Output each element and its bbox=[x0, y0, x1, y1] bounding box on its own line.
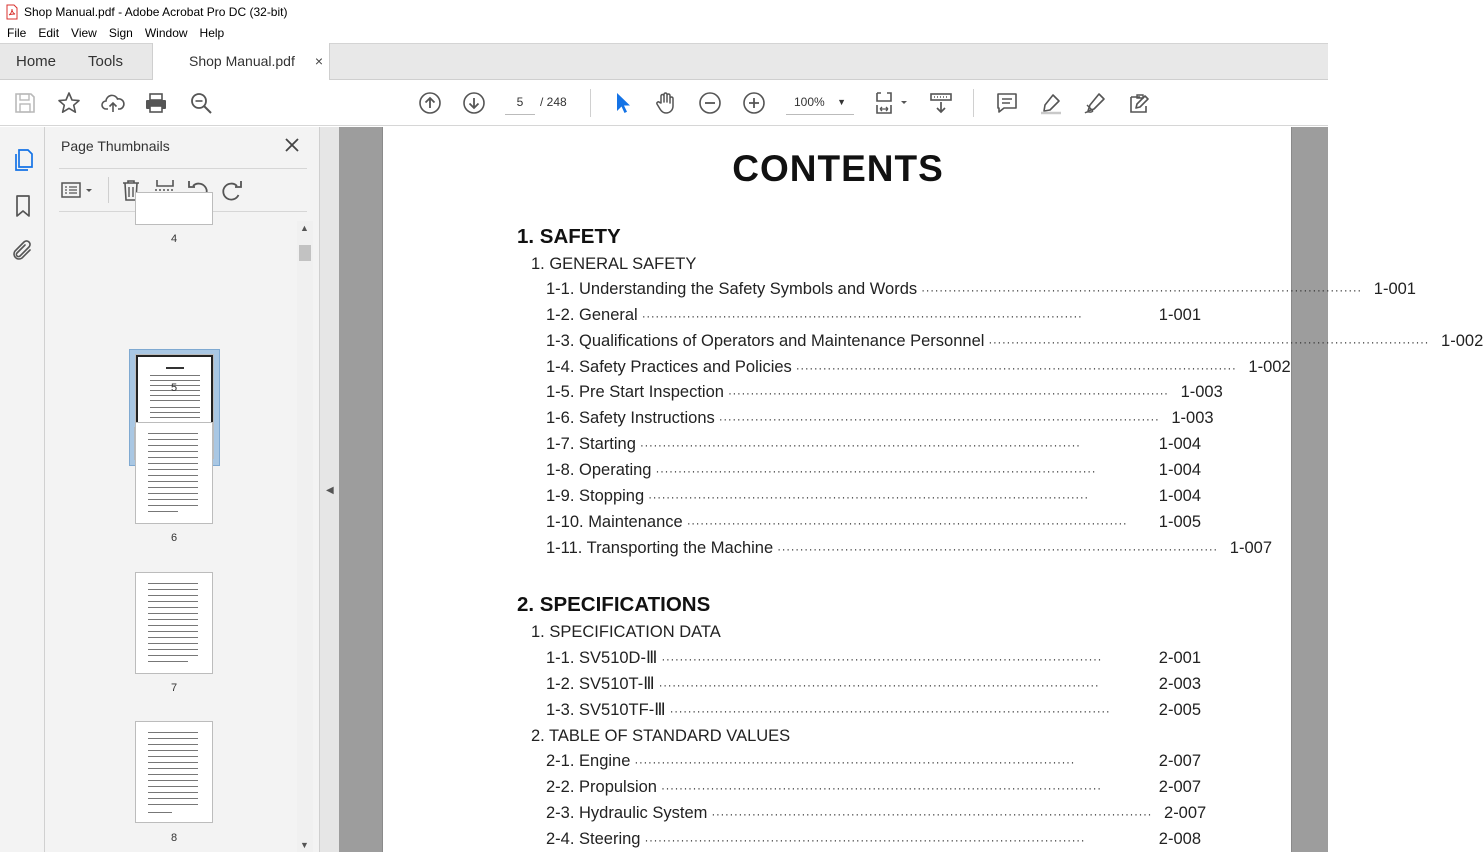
main-toolbar bbox=[0, 80, 1328, 126]
subsection-heading: 1. SPECIFICATION DATA bbox=[531, 623, 721, 641]
zoom-level-value: 100% bbox=[794, 95, 825, 109]
panel-divider bbox=[59, 168, 307, 169]
menu-file[interactable]: File bbox=[7, 26, 27, 40]
window-title: Shop Manual.pdf - Adobe Acrobat Pro DC (32-bit) bbox=[24, 4, 288, 19]
section-heading: 2. SPECIFICATIONS bbox=[517, 593, 711, 616]
thumbnail-page-number: 4 bbox=[170, 233, 178, 245]
tab-home[interactable]: Home bbox=[16, 53, 57, 70]
page-total: / 248 bbox=[540, 95, 567, 109]
tab-document-label: Shop Manual.pdf bbox=[189, 53, 295, 69]
menu-window[interactable]: Window bbox=[144, 26, 188, 40]
toc-entry[interactable]: 2-4. Steering ·································································································· 2-008 bbox=[546, 830, 1201, 848]
thumbnail-page-number: 6 bbox=[170, 532, 178, 544]
thumbnail-page-number: 5 bbox=[170, 382, 178, 394]
window-titlebar bbox=[0, 0, 1328, 23]
save-icon[interactable] bbox=[13, 91, 37, 115]
page-thumbnail[interactable] bbox=[135, 422, 213, 524]
tab-document[interactable] bbox=[152, 43, 330, 81]
toc-entry[interactable]: 1-10. Maintenance ·································································································· 1-005 bbox=[546, 513, 1201, 531]
next-page-icon[interactable] bbox=[462, 91, 486, 115]
bookmark-star-icon[interactable] bbox=[57, 91, 81, 115]
toc-entry[interactable]: 1-1. SV510D-Ⅲ ·································································································· 2-001 bbox=[546, 649, 1201, 667]
subsection-heading: 1. GENERAL SAFETY bbox=[531, 255, 697, 273]
chevron-down-icon: ▼ bbox=[837, 97, 846, 107]
upload-cloud-icon[interactable] bbox=[101, 91, 125, 115]
highlight-pen-icon[interactable] bbox=[1039, 91, 1063, 115]
scroll-up-arrow-icon[interactable]: ▲ bbox=[300, 223, 309, 233]
toc-entry[interactable]: 1-5. Pre Start Inspection ·································································································· 1-003 bbox=[546, 383, 1223, 401]
search-zoom-icon[interactable] bbox=[189, 91, 213, 115]
close-tab-icon[interactable]: × bbox=[314, 53, 323, 69]
toc-entry[interactable]: 1-7. Starting ·································································································· 1-004 bbox=[546, 435, 1201, 453]
page-thumbnail[interactable] bbox=[135, 572, 213, 674]
previous-page-icon[interactable] bbox=[418, 91, 442, 115]
comment-icon[interactable] bbox=[995, 91, 1019, 115]
zoom-level-select[interactable] bbox=[786, 91, 854, 115]
toolbar-divider bbox=[973, 89, 974, 117]
toc-entry[interactable]: 1-3. SV510TF-Ⅲ ·································································································· 2-005 bbox=[546, 701, 1201, 719]
acrobat-pdf-icon bbox=[6, 5, 18, 19]
thumbnail-page-number: 7 bbox=[170, 682, 178, 694]
page-thumbnails-panel bbox=[45, 127, 320, 852]
page-display-icon[interactable] bbox=[874, 91, 910, 115]
navigation-rail bbox=[0, 127, 45, 852]
section-heading: 1. SAFETY bbox=[517, 225, 621, 248]
toc-entry[interactable]: 1-1. Understanding the Safety Symbols and Words ·································································································· 1-001 bbox=[546, 280, 1416, 298]
scroll-mode-icon[interactable] bbox=[929, 91, 953, 115]
zoom-in-icon[interactable] bbox=[742, 91, 766, 115]
document-viewer[interactable] bbox=[339, 127, 1483, 852]
menu-sign[interactable]: Sign bbox=[108, 26, 133, 40]
print-icon[interactable] bbox=[144, 91, 168, 115]
select-cursor-icon[interactable] bbox=[610, 91, 634, 115]
page-number-input[interactable]: 5 bbox=[505, 91, 535, 115]
thumbnail-scrollbar[interactable] bbox=[297, 221, 313, 852]
fill-sign-icon[interactable] bbox=[1127, 91, 1151, 115]
page-thumbnail[interactable] bbox=[135, 721, 213, 823]
page-thumbnail[interactable] bbox=[135, 192, 213, 225]
document-title: CONTENTS bbox=[732, 148, 944, 189]
pdf-page bbox=[382, 127, 1483, 852]
thumbnail-page-number: 8 bbox=[170, 832, 178, 844]
rotate-clockwise-icon[interactable] bbox=[220, 178, 244, 202]
toc-entry[interactable]: 1-8. Operating ·································································································· 1-004 bbox=[546, 461, 1201, 479]
tab-tools[interactable]: Tools bbox=[88, 53, 124, 70]
collapse-arrow-icon: ◀ bbox=[326, 485, 334, 496]
thumbnail-options-icon[interactable] bbox=[60, 178, 96, 202]
subsection-heading: 2. TABLE OF STANDARD VALUES bbox=[531, 727, 791, 745]
menu-bar bbox=[0, 23, 1328, 43]
sign-pen-icon[interactable] bbox=[1083, 91, 1107, 115]
hand-tool-icon[interactable] bbox=[654, 91, 678, 115]
tab-row bbox=[0, 43, 1328, 80]
panel-collapse-handle[interactable] bbox=[320, 127, 339, 852]
toc-entry[interactable]: 2-1. Engine ·································································································· 2-007 bbox=[546, 752, 1201, 770]
toc-entry[interactable]: 1-3. Qualifications of Operators and Maintenance Personnel ·································································································· 1-002 bbox=[546, 332, 1483, 350]
menu-view[interactable]: View bbox=[71, 26, 97, 40]
toc-entry[interactable]: 1-6. Safety Instructions ·································································································· 1-003 bbox=[546, 409, 1214, 427]
toc-entry[interactable]: 1-4. Safety Practices and Policies ·································································································· 1-002 bbox=[546, 358, 1291, 376]
panel-title: Page Thumbnails bbox=[61, 138, 170, 154]
close-panel-icon[interactable] bbox=[283, 136, 301, 154]
toolbar-divider bbox=[590, 89, 591, 117]
scrollbar-thumb[interactable] bbox=[299, 245, 311, 261]
toc-entry[interactable]: 1-9. Stopping ·································································································· 1-004 bbox=[546, 487, 1201, 505]
attachments-paperclip-icon[interactable] bbox=[11, 239, 35, 263]
panel-toolbar-divider bbox=[108, 177, 109, 203]
zoom-out-icon[interactable] bbox=[698, 91, 722, 115]
thumbnail-list bbox=[45, 212, 297, 852]
toc-entry[interactable]: 1-11. Transporting the Machine ·································································································· 1-007 bbox=[546, 539, 1272, 557]
toc-entry[interactable]: 1-2. General ·································································································· 1-001 bbox=[546, 306, 1201, 324]
toc-entry[interactable]: 1-2. SV510T-Ⅲ ·································································································· 2-003 bbox=[546, 675, 1201, 693]
toc-entry[interactable]: 2-3. Hydraulic System ·································································································· 2-007 bbox=[546, 804, 1207, 822]
menu-help[interactable]: Help bbox=[199, 26, 225, 40]
scroll-down-arrow-icon[interactable]: ▼ bbox=[300, 840, 309, 850]
page-thumbnails-icon[interactable] bbox=[11, 148, 35, 172]
toc-entry[interactable]: 2-2. Propulsion ·································································································· 2-007 bbox=[546, 778, 1201, 796]
bookmarks-icon[interactable] bbox=[11, 194, 35, 218]
menu-edit[interactable]: Edit bbox=[38, 26, 60, 40]
